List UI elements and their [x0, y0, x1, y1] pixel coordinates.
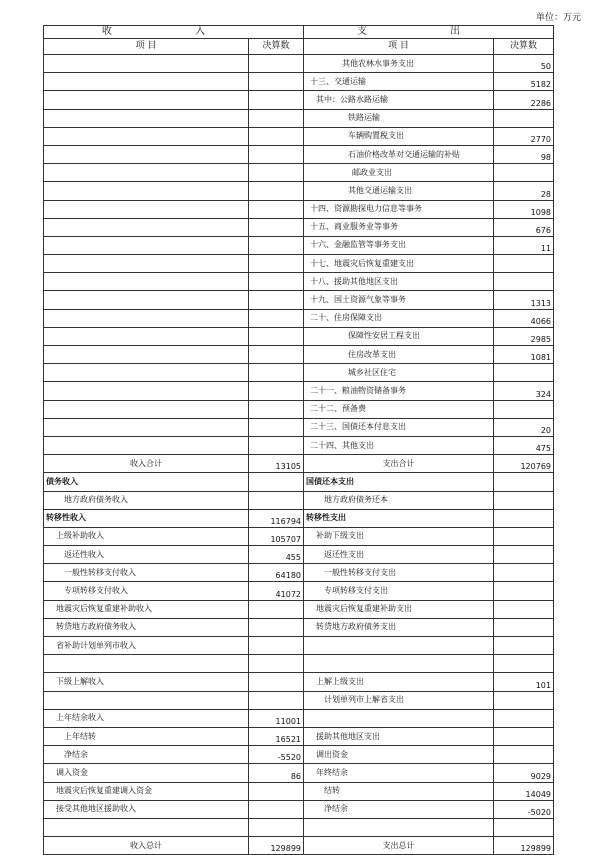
expense-item-cell: 二十二、预备费	[304, 400, 494, 418]
expense-amount-cell: 1081	[494, 346, 554, 364]
expense-amount-cell: 129899	[494, 837, 554, 855]
income-amount-cell	[249, 218, 304, 236]
table-row	[44, 218, 554, 236]
income-amount-header: 决算数	[249, 39, 304, 55]
expense-amount-cell	[494, 564, 554, 582]
table-row	[44, 127, 554, 145]
expense-amount-cell: 101	[494, 673, 554, 691]
income-amount-cell	[249, 655, 304, 673]
expense-item-cell: 十六、金融监管等事务支出	[304, 236, 494, 254]
income-amount-cell: 11001	[249, 709, 304, 727]
income-item-cell: 地震灾后恢复重建补助收入	[44, 600, 249, 618]
expense-amount-cell	[494, 691, 554, 709]
expense-item-cell: 住房改革支出	[304, 346, 494, 364]
table-row	[44, 782, 554, 800]
income-amount-cell	[249, 436, 304, 454]
table-body	[44, 26, 554, 855]
income-item-cell	[44, 200, 249, 218]
income-amount-cell	[249, 473, 304, 491]
table-row	[44, 400, 554, 418]
income-amount-cell	[249, 364, 304, 382]
table-row	[44, 55, 554, 73]
income-item-cell	[44, 436, 249, 454]
income-amount-cell	[249, 327, 304, 345]
expense-amount-cell	[494, 400, 554, 418]
expense-item-cell: 年终结余	[304, 764, 494, 782]
expense-amount-cell: 324	[494, 382, 554, 400]
header-row-sections	[44, 26, 554, 39]
income-item-cell	[44, 346, 249, 364]
income-amount-cell: 129899	[249, 837, 304, 855]
income-item-cell: 地方政府债务收入	[44, 491, 249, 509]
expense-amount-cell: 9029	[494, 764, 554, 782]
expense-item-cell: 支出合计	[304, 455, 494, 473]
expense-item-cell: 计划单列市上解省支出	[304, 691, 494, 709]
expense-amount-cell	[494, 164, 554, 182]
table-row	[44, 618, 554, 636]
income-amount-cell	[249, 109, 304, 127]
income-amount-cell: 455	[249, 546, 304, 564]
expense-item-cell: 石油价格改革对交通运输的补贴	[304, 145, 494, 163]
expense-amount-cell	[494, 273, 554, 291]
table-row	[44, 527, 554, 545]
income-item-cell: 上年结转	[44, 727, 249, 745]
income-item-cell	[44, 364, 249, 382]
income-amount-cell	[249, 382, 304, 400]
unit-label: 单位：万元	[535, 13, 581, 23]
expense-item-cell: 其他农林水事务支出	[304, 55, 494, 73]
income-amount-cell	[249, 145, 304, 163]
expense-amount-cell: 50	[494, 55, 554, 73]
income-amount-cell: 16521	[249, 727, 304, 745]
expense-item-cell: 转移性支出	[304, 509, 494, 527]
income-item-cell	[44, 182, 249, 200]
expense-amount-cell: 28	[494, 182, 554, 200]
expense-amount-cell	[494, 818, 554, 836]
expense-item-cell: 车辆购置税支出	[304, 127, 494, 145]
income-amount-cell	[249, 491, 304, 509]
expense-amount-cell: 11	[494, 236, 554, 254]
expense-amount-cell	[494, 109, 554, 127]
table-row	[44, 582, 554, 600]
budget-table	[43, 25, 554, 855]
table-row	[44, 600, 554, 618]
expense-item-cell: 邮政业支出	[304, 164, 494, 182]
table-row	[44, 436, 554, 454]
expense-amount-cell: 676	[494, 218, 554, 236]
expense-section-header: 支 出	[304, 26, 554, 39]
expense-item-cell: 十八、援助其他地区支出	[304, 273, 494, 291]
income-amount-cell	[249, 691, 304, 709]
income-item-cell	[44, 109, 249, 127]
income-amount-cell: 41072	[249, 582, 304, 600]
income-item-cell	[44, 327, 249, 345]
table-row	[44, 382, 554, 400]
expense-item-cell	[304, 709, 494, 727]
table-row	[44, 655, 554, 673]
expense-amount-cell: 2985	[494, 327, 554, 345]
expense-item-cell: 专项转移支付支出	[304, 582, 494, 600]
income-amount-cell: 86	[249, 764, 304, 782]
income-amount-cell	[249, 346, 304, 364]
income-item-cell	[44, 145, 249, 163]
expense-item-cell: 二十三、国债还本付息支出	[304, 418, 494, 436]
table-row	[44, 818, 554, 836]
income-item-cell: 下级上解收入	[44, 673, 249, 691]
income-amount-cell	[249, 291, 304, 309]
income-amount-cell	[249, 309, 304, 327]
income-amount-cell	[249, 55, 304, 73]
table-row	[44, 837, 554, 855]
income-item-cell: 转移性收入	[44, 509, 249, 527]
income-item-cell: 收入总计	[44, 837, 249, 855]
income-item-cell	[44, 655, 249, 673]
table-row	[44, 491, 554, 509]
expense-item-cell: 保障性安居工程支出	[304, 327, 494, 345]
expense-amount-cell: 5182	[494, 73, 554, 91]
expense-amount-cell	[494, 473, 554, 491]
expense-amount-cell: -5020	[494, 800, 554, 818]
income-item-cell	[44, 218, 249, 236]
expense-amount-cell: 1098	[494, 200, 554, 218]
expense-item-header: 项 目	[304, 39, 494, 55]
expense-item-cell: 上解上级支出	[304, 673, 494, 691]
table-row	[44, 727, 554, 745]
expense-amount-cell	[494, 709, 554, 727]
table-row	[44, 91, 554, 109]
table-row	[44, 364, 554, 382]
expense-amount-cell	[494, 746, 554, 764]
income-item-cell	[44, 73, 249, 91]
income-item-cell: 返还性收入	[44, 546, 249, 564]
expense-amount-cell	[494, 527, 554, 545]
income-amount-cell: 105707	[249, 527, 304, 545]
expense-amount-cell	[494, 509, 554, 527]
expense-amount-cell: 14049	[494, 782, 554, 800]
expense-item-cell: 铁路运输	[304, 109, 494, 127]
income-amount-cell	[249, 782, 304, 800]
income-amount-cell	[249, 182, 304, 200]
expense-item-cell: 补助下级支出	[304, 527, 494, 545]
expense-item-cell: 支出总计	[304, 837, 494, 855]
table-row	[44, 327, 554, 345]
expense-item-cell: 二十一、粮油物资储备事务	[304, 382, 494, 400]
income-amount-cell: -5520	[249, 746, 304, 764]
income-item-cell	[44, 127, 249, 145]
income-item-cell: 上级补助收入	[44, 527, 249, 545]
expense-amount-cell: 120769	[494, 455, 554, 473]
expense-amount-cell	[494, 600, 554, 618]
expense-item-cell: 国债还本支出	[304, 473, 494, 491]
income-item-cell: 上年结余收入	[44, 709, 249, 727]
income-amount-cell	[249, 600, 304, 618]
income-item-cell: 转贷地方政府债务收入	[44, 618, 249, 636]
expense-item-cell: 地震灾后恢复重建补助支出	[304, 600, 494, 618]
table-row	[44, 418, 554, 436]
header-row-columns	[44, 39, 554, 55]
income-item-cell	[44, 273, 249, 291]
table-row	[44, 291, 554, 309]
expense-amount-cell: 2770	[494, 127, 554, 145]
expense-amount-header: 决算数	[494, 39, 554, 55]
expense-amount-cell: 4066	[494, 309, 554, 327]
expense-item-cell: 十三、交通运输	[304, 73, 494, 91]
expense-item-cell: 返还性支出	[304, 546, 494, 564]
income-item-cell	[44, 691, 249, 709]
income-item-header: 项 目	[44, 39, 249, 55]
expense-amount-cell: 98	[494, 145, 554, 163]
expense-item-cell: 十七、地震灾后恢复重建支出	[304, 255, 494, 273]
table-row	[44, 145, 554, 163]
expense-item-cell: 结转	[304, 782, 494, 800]
income-amount-cell	[249, 127, 304, 145]
expense-item-cell: 其他交通运输支出	[304, 182, 494, 200]
income-amount-cell: 116794	[249, 509, 304, 527]
table-row	[44, 73, 554, 91]
expense-item-cell: 调出资金	[304, 746, 494, 764]
income-amount-cell: 64180	[249, 564, 304, 582]
table-row	[44, 236, 554, 254]
income-item-cell: 一般性转移支付收入	[44, 564, 249, 582]
table-row	[44, 455, 554, 473]
expense-amount-cell: 475	[494, 436, 554, 454]
expense-amount-cell	[494, 491, 554, 509]
income-amount-cell	[249, 200, 304, 218]
table-row	[44, 764, 554, 782]
table-row	[44, 473, 554, 491]
expense-amount-cell	[494, 364, 554, 382]
table-row	[44, 637, 554, 655]
table-row	[44, 309, 554, 327]
expense-item-cell: 十五、商业服务业等事务	[304, 218, 494, 236]
expense-amount-cell: 2286	[494, 91, 554, 109]
income-item-cell	[44, 164, 249, 182]
income-item-cell	[44, 91, 249, 109]
table-row	[44, 109, 554, 127]
table-row	[44, 273, 554, 291]
income-item-cell	[44, 418, 249, 436]
income-item-cell	[44, 236, 249, 254]
income-item-cell	[44, 55, 249, 73]
income-amount-cell	[249, 236, 304, 254]
income-item-cell: 收入合计	[44, 455, 249, 473]
expense-amount-cell	[494, 255, 554, 273]
expense-item-cell: 地方政府债务还本	[304, 491, 494, 509]
expense-item-cell: 十九、国土资源气象等事务	[304, 291, 494, 309]
expense-item-cell: 二十四、其他支出	[304, 436, 494, 454]
table-row	[44, 746, 554, 764]
income-amount-cell	[249, 818, 304, 836]
income-item-cell: 净结余	[44, 746, 249, 764]
expense-amount-cell	[494, 582, 554, 600]
table-row	[44, 182, 554, 200]
table-row	[44, 564, 554, 582]
expense-item-cell: 一般性转移支付支出	[304, 564, 494, 582]
income-item-cell	[44, 818, 249, 836]
income-amount-cell	[249, 637, 304, 655]
income-amount-cell	[249, 73, 304, 91]
income-amount-cell	[249, 400, 304, 418]
income-amount-cell	[249, 91, 304, 109]
table-row	[44, 546, 554, 564]
income-amount-cell	[249, 255, 304, 273]
table-row	[44, 509, 554, 527]
income-amount-cell	[249, 273, 304, 291]
expense-item-cell: 其中：公路水路运输	[304, 91, 494, 109]
income-amount-cell	[249, 673, 304, 691]
income-item-cell	[44, 255, 249, 273]
table-row	[44, 200, 554, 218]
table-row	[44, 691, 554, 709]
expense-item-cell: 城乡社区住宅	[304, 364, 494, 382]
income-amount-cell	[249, 164, 304, 182]
income-item-cell: 省补助计划单列市收入	[44, 637, 249, 655]
income-item-cell	[44, 309, 249, 327]
income-item-cell	[44, 291, 249, 309]
expense-amount-cell	[494, 727, 554, 745]
expense-item-cell: 二十、住房保障支出	[304, 309, 494, 327]
expense-item-cell	[304, 655, 494, 673]
income-amount-cell	[249, 800, 304, 818]
income-amount-cell	[249, 618, 304, 636]
table-row	[44, 346, 554, 364]
expense-item-cell: 转贷地方政府债务支出	[304, 618, 494, 636]
expense-item-cell: 净结余	[304, 800, 494, 818]
expense-amount-cell: 20	[494, 418, 554, 436]
income-item-cell	[44, 400, 249, 418]
income-amount-cell	[249, 418, 304, 436]
table-row	[44, 255, 554, 273]
expense-amount-cell	[494, 546, 554, 564]
income-item-cell: 调入资金	[44, 764, 249, 782]
income-amount-cell: 13105	[249, 455, 304, 473]
expense-amount-cell	[494, 655, 554, 673]
income-item-cell: 专项转移支付收入	[44, 582, 249, 600]
expense-item-cell	[304, 637, 494, 655]
expense-amount-cell: 1313	[494, 291, 554, 309]
expense-amount-cell	[494, 618, 554, 636]
income-item-cell: 债务收入	[44, 473, 249, 491]
table-row	[44, 709, 554, 727]
income-item-cell	[44, 382, 249, 400]
income-section-header: 收 入	[44, 26, 304, 39]
table-row	[44, 164, 554, 182]
income-item-cell: 地震灾后恢复重建调入资金	[44, 782, 249, 800]
income-item-cell: 接受其他地区援助收入	[44, 800, 249, 818]
table-row	[44, 673, 554, 691]
expense-amount-cell	[494, 637, 554, 655]
table-row	[44, 800, 554, 818]
expense-item-cell: 十四、资源勘探电力信息等事务	[304, 200, 494, 218]
expense-item-cell: 援助其他地区支出	[304, 727, 494, 745]
expense-item-cell	[304, 818, 494, 836]
